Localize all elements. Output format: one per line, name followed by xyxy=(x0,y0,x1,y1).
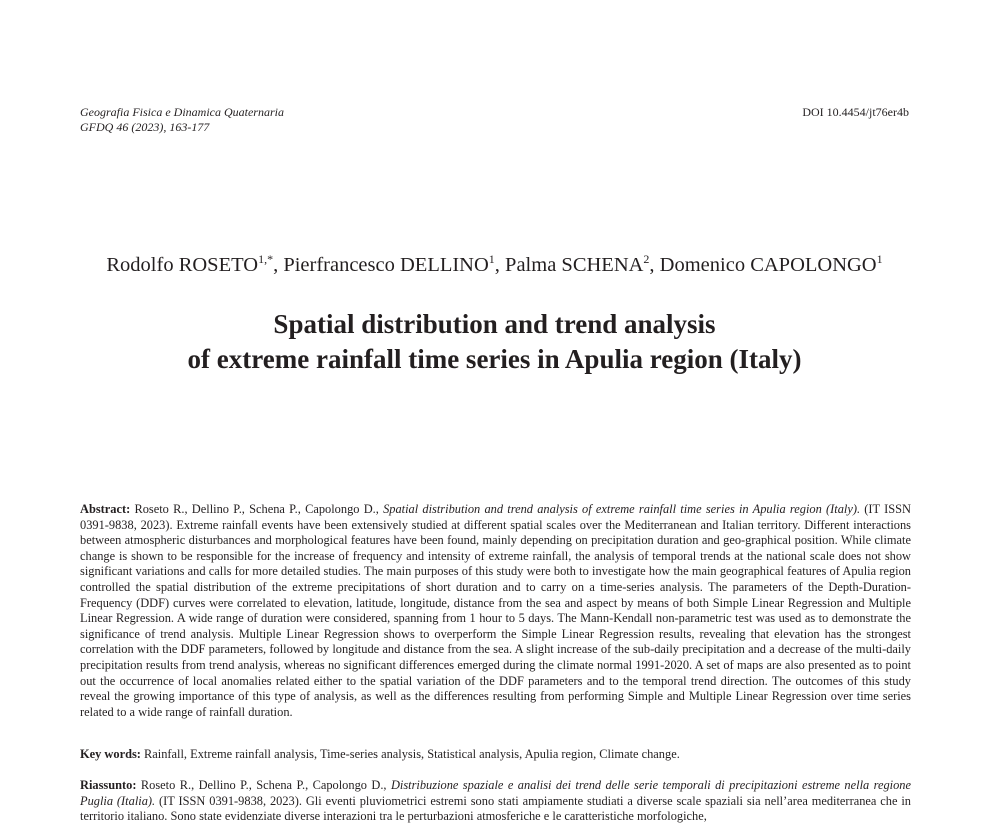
journal-citation xyxy=(80,105,284,135)
abstract-label: Abstract: xyxy=(80,502,131,516)
title-line-1: Spatial distribution and trend analysis xyxy=(273,309,716,339)
journal-ref: GFDQ 46 (2023), 163-177 xyxy=(80,120,210,134)
affiliation-marker: 1 xyxy=(488,252,495,266)
author: Rodolfo $ROSETO^{1,*}$, xyxy=(106,252,284,276)
keywords xyxy=(80,747,911,763)
abstract-body: (IT ISSN 0391-9838, 2023). Extreme rainfall events have been extensively studied at different spatial scales over the Mediterranean and Italian territory. Different interactions between atmospheric disturbances and morphological features have been found, mainly depending on precipitation duration and geo-graphical position. While climate change is shown to be responsible for the increase of frequency and intensity of extreme rainfall, the analysis of temporal trends at the national scale does not show significant variations and calls for more detailed studies. The main purposes of this study were both to investigate how the main geographical features of Apulia region controlled the spatial distribution of the extreme precipitations of short duration and to carry on a time-series analysis. The parameters of the Depth-Duration-Frequency (DDF) curves were correlated to elevation, latitude, longitude, distance from the sea and aspect by means of both Simple Linear Regression and Multiple Linear Regression. A wide range of duration were considered, spanning from 1 hour to 5 days. The Mann-Kendall non-parametric test was used as to demonstrate the significance of trend analysis. Multiple Linear Regression shows to overperform the Simple Linear Regression results, revealing that elevation has the strongest correlation with the DDF parameters, followed by longitude and distance from the sea. A slight increase of the sub-daily precipitation and a decrease of the multi-daily precipitation results from trend analysis, whereas no significant differences emerged during the climate normal 1991-2020. A set of maps are also presented as to point out the occurrence of local anomalies related either to the spatial variation of the DDF parameters and to the temporal trend direction. The outcomes of this study reveal the growing importance of this type of analysis, as well as the differences resulting from performing Simple and Multiple Linear Regression over time series related to a wide range of rainfall duration. xyxy=(80,502,911,719)
keywords-label: Key words: xyxy=(80,747,141,761)
riassunto-citation-authors: Roseto R., Dellino P., Schena P., Capolongo D., xyxy=(136,778,391,792)
author: Pierfrancesco DELLINO$^1$, xyxy=(283,252,506,276)
abstract-citation-title: Spatial distribution and trend analysis of extreme rainfall time series in Apulia region (Italy). xyxy=(383,502,861,516)
riassunto xyxy=(80,778,911,825)
riassunto-body: (IT ISSN 0391-9838, 2023). Gli eventi pluviometrici estremi sono stati ampiamente studiati a diverse scale spaziali sia nell’area mediterranea che in territorio italiano. Sono state evidenziate diverse interazioni tra le perturbazioni atmosferiche e le caratteristiche morfologiche, xyxy=(80,793,911,824)
journal-name: Geografia Fisica e Dinamica Quaternaria xyxy=(80,105,284,119)
affiliation-marker: 2 xyxy=(643,252,650,266)
author: Domenico CAPOLONGO$^1$ xyxy=(659,252,883,276)
affiliation-marker: 1 xyxy=(876,252,883,266)
author: Palma SCHENA$^2$, xyxy=(505,252,660,276)
author-list xyxy=(0,252,989,278)
doi: DOI 10.4454/jt76er4b xyxy=(802,105,909,119)
riassunto-label: Riassunto: xyxy=(80,778,137,792)
abstract-citation-authors: Roseto R., Dellino P., Schena P., Capolongo D., xyxy=(130,502,384,516)
keywords-text: Rainfall, Extreme rainfall analysis, Time-series analysis, Statistical analysis, Apulia region, Climate change. xyxy=(140,747,680,761)
title-line-2: of extreme rainfall time series in Apulia region (Italy) xyxy=(187,344,802,374)
paper-title xyxy=(0,307,989,377)
abstract xyxy=(80,502,911,720)
affiliation-marker: 1,* xyxy=(258,252,274,266)
riassunto-citation-title: Distribuzione spaziale e analisi dei trend delle serie temporali di precipitazioni estreme nella regione Puglia (Italia). xyxy=(80,778,912,808)
